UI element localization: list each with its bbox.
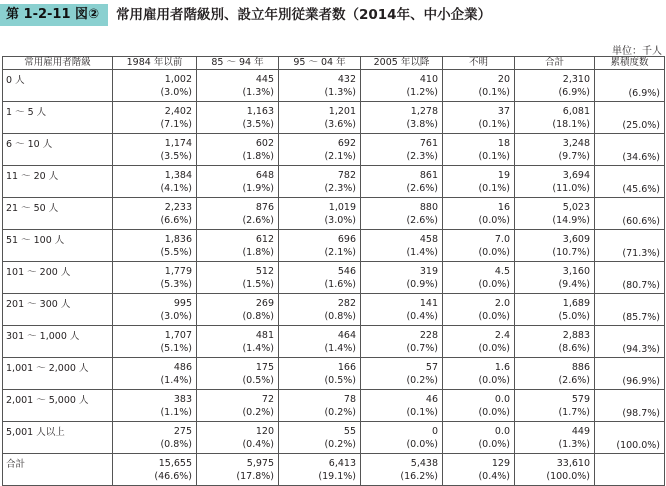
cell-value: 1,384 <box>164 169 192 181</box>
data-cell <box>443 454 515 486</box>
cell-value: 410 <box>419 73 438 85</box>
cell-percentage: (0.1%) <box>478 118 510 130</box>
cell-value: 648 <box>255 169 274 181</box>
data-cell <box>515 166 595 198</box>
figure-number-badge: 第 1-2-11 図② <box>0 4 108 26</box>
row-label: 11 ～ 20 人 <box>3 166 113 198</box>
column-header-95-04: 95 ～ 04 年 <box>279 57 361 70</box>
data-cell <box>113 262 197 294</box>
figure-header <box>0 0 666 30</box>
cell-percentage: (0.4%) <box>242 438 274 450</box>
cell-percentage: (0.7%) <box>406 342 438 354</box>
cell-percentage: (0.5%) <box>324 374 356 386</box>
cell-percentage: (2.6%) <box>406 182 438 194</box>
cell-percentage: (0.1%) <box>406 406 438 418</box>
cell-percentage: (0.1%) <box>478 150 510 162</box>
cell-value: 481 <box>255 329 274 341</box>
cell-value: 46 <box>425 393 438 405</box>
data-cell <box>515 262 595 294</box>
cell-percentage: (3.6%) <box>324 118 356 130</box>
cell-percentage: (2.6%) <box>406 214 438 226</box>
data-cell <box>113 294 197 326</box>
data-cell <box>361 198 443 230</box>
cumulative-cell: (100.0%) <box>595 422 665 454</box>
cell-value: 2.0 <box>494 297 510 309</box>
data-cell <box>113 326 197 358</box>
column-header-2005-later: 2005 年以降 <box>361 57 443 70</box>
data-cell <box>515 326 595 358</box>
cell-percentage: (2.1%) <box>324 246 356 258</box>
data-cell <box>197 422 279 454</box>
data-cell <box>113 166 197 198</box>
cell-percentage: (3.0%) <box>324 214 356 226</box>
data-cell <box>279 390 361 422</box>
cumulative-cell: (94.3%) <box>595 326 665 358</box>
cumulative-cell: (80.7%) <box>595 262 665 294</box>
data-cell <box>515 454 595 486</box>
cell-percentage: (0.2%) <box>324 406 356 418</box>
data-cell <box>443 198 515 230</box>
cell-percentage: (6.6%) <box>160 214 192 226</box>
cell-percentage: (1.6%) <box>324 278 356 290</box>
cell-value: 2,402 <box>164 105 192 117</box>
table-row <box>3 70 665 102</box>
data-cell <box>113 422 197 454</box>
cell-value: 120 <box>255 425 274 437</box>
cell-percentage: (5.1%) <box>160 342 192 354</box>
cell-percentage: (2.3%) <box>406 150 438 162</box>
row-label: 合計 <box>3 454 113 486</box>
cumulative-cell: (85.7%) <box>595 294 665 326</box>
cell-percentage: (7.1%) <box>160 118 192 130</box>
cell-percentage: (1.4%) <box>160 374 192 386</box>
cell-percentage: (1.4%) <box>406 246 438 258</box>
data-cell <box>361 358 443 390</box>
cell-percentage: (5.3%) <box>160 278 192 290</box>
cell-percentage: (0.8%) <box>324 310 356 322</box>
data-cell <box>361 390 443 422</box>
cell-value: 4.5 <box>494 265 510 277</box>
data-cell <box>515 390 595 422</box>
data-cell <box>279 454 361 486</box>
data-cell <box>279 262 361 294</box>
table-row <box>3 198 665 230</box>
cumulative-cell: (6.9%) <box>595 70 665 102</box>
data-cell <box>443 262 515 294</box>
data-cell <box>113 454 197 486</box>
row-label: 301 ～ 1,000 人 <box>3 326 113 358</box>
row-label: 1 ～ 5 人 <box>3 102 113 134</box>
cell-percentage: (0.0%) <box>478 374 510 386</box>
cell-value: 319 <box>419 265 438 277</box>
cell-value: 282 <box>337 297 356 309</box>
cell-value: 486 <box>173 361 192 373</box>
cell-value: 228 <box>419 329 438 341</box>
cell-percentage: (17.8%) <box>236 470 274 482</box>
table-row <box>3 262 665 294</box>
cell-percentage: (1.9%) <box>242 182 274 194</box>
cell-percentage: (1.5%) <box>242 278 274 290</box>
cell-percentage: (14.9%) <box>552 214 590 226</box>
cell-percentage: (0.2%) <box>242 406 274 418</box>
data-cell <box>197 230 279 262</box>
cell-percentage: (100.0%) <box>546 470 590 482</box>
data-cell <box>113 390 197 422</box>
cell-value: 861 <box>419 169 438 181</box>
cell-value: 19 <box>497 169 510 181</box>
data-cell <box>443 294 515 326</box>
cell-value: 1,836 <box>164 233 192 245</box>
cell-value: 3,248 <box>562 137 590 149</box>
row-label: 51 ～ 100 人 <box>3 230 113 262</box>
data-cell <box>515 422 595 454</box>
cell-percentage: (0.0%) <box>406 438 438 450</box>
cell-value: 0.0 <box>494 393 510 405</box>
cell-value: 1,002 <box>164 73 192 85</box>
cumulative-cell: (71.3%) <box>595 230 665 262</box>
cell-value: 78 <box>343 393 356 405</box>
cell-percentage: (18.1%) <box>552 118 590 130</box>
data-cell <box>279 422 361 454</box>
column-header-1984-or-earlier: 1984 年以前 <box>113 57 197 70</box>
cell-percentage: (0.0%) <box>478 214 510 226</box>
row-label: 2,001 ～ 5,000 人 <box>3 390 113 422</box>
cell-percentage: (3.0%) <box>160 86 192 98</box>
cell-value: 782 <box>337 169 356 181</box>
table-row <box>3 102 665 134</box>
cell-percentage: (9.7%) <box>558 150 590 162</box>
cell-value: 2,883 <box>562 329 590 341</box>
data-cell <box>197 262 279 294</box>
cell-percentage: (1.2%) <box>406 86 438 98</box>
cell-percentage: (0.4%) <box>406 310 438 322</box>
data-cell <box>197 198 279 230</box>
cell-value: 458 <box>419 233 438 245</box>
cell-value: 383 <box>173 393 192 405</box>
data-cell <box>361 230 443 262</box>
data-cell <box>197 166 279 198</box>
cumulative-cell: (45.6%) <box>595 166 665 198</box>
cumulative-cell: (96.9%) <box>595 358 665 390</box>
data-cell <box>361 70 443 102</box>
cell-percentage: (0.0%) <box>478 246 510 258</box>
cell-value: 7.0 <box>494 233 510 245</box>
data-cell <box>197 102 279 134</box>
cell-percentage: (0.2%) <box>324 438 356 450</box>
cell-percentage: (1.3%) <box>324 86 356 98</box>
data-cell <box>443 134 515 166</box>
cell-value: 33,610 <box>556 457 590 469</box>
table-row <box>3 294 665 326</box>
cell-percentage: (0.5%) <box>242 374 274 386</box>
cell-percentage: (19.1%) <box>318 470 356 482</box>
cell-percentage: (6.9%) <box>558 86 590 98</box>
data-cell <box>279 294 361 326</box>
cell-value: 1,163 <box>246 105 274 117</box>
cell-value: 761 <box>419 137 438 149</box>
cell-percentage: (0.0%) <box>478 438 510 450</box>
data-cell <box>279 70 361 102</box>
cell-value: 445 <box>255 73 274 85</box>
data-cell <box>443 70 515 102</box>
column-header-85-94: 85 ～ 94 年 <box>197 57 279 70</box>
data-cell <box>361 294 443 326</box>
table-row <box>3 422 665 454</box>
column-header-total: 合計 <box>515 57 595 70</box>
cell-value: 18 <box>497 137 510 149</box>
cell-percentage: (0.1%) <box>478 86 510 98</box>
row-label: 21 ～ 50 人 <box>3 198 113 230</box>
cell-percentage: (8.6%) <box>558 342 590 354</box>
data-cell <box>361 134 443 166</box>
data-cell <box>515 134 595 166</box>
data-cell <box>113 102 197 134</box>
data-cell <box>279 166 361 198</box>
cell-value: 692 <box>337 137 356 149</box>
data-cell <box>197 390 279 422</box>
data-cell <box>515 102 595 134</box>
cell-value: 2,233 <box>164 201 192 213</box>
data-cell <box>515 294 595 326</box>
cell-percentage: (11.0%) <box>552 182 590 194</box>
data-cell <box>443 422 515 454</box>
cell-value: 129 <box>491 457 510 469</box>
data-cell <box>361 454 443 486</box>
cell-percentage: (0.4%) <box>478 470 510 482</box>
data-cell <box>113 134 197 166</box>
cell-percentage: (1.3%) <box>242 86 274 98</box>
data-cell <box>279 134 361 166</box>
data-cell <box>515 230 595 262</box>
cumulative-cell <box>595 454 665 486</box>
cell-value: 612 <box>255 233 274 245</box>
data-cell <box>197 70 279 102</box>
data-cell <box>279 102 361 134</box>
data-cell <box>197 134 279 166</box>
data-cell <box>113 230 197 262</box>
figure-title: 常用雇用者階級別、設立年別従業者数（2014年、中小企業） <box>116 7 492 23</box>
cell-value: 886 <box>571 361 590 373</box>
cell-value: 2,310 <box>562 73 590 85</box>
cell-percentage: (3.5%) <box>242 118 274 130</box>
data-cell <box>443 326 515 358</box>
cell-value: 6,413 <box>328 457 356 469</box>
data-cell <box>197 358 279 390</box>
data-cell <box>279 230 361 262</box>
row-label: 5,001 人以上 <box>3 422 113 454</box>
cell-percentage: (0.0%) <box>478 406 510 418</box>
cell-value: 6,081 <box>562 105 590 117</box>
cell-value: 876 <box>255 201 274 213</box>
row-label: 6 ～ 10 人 <box>3 134 113 166</box>
row-label: 101 ～ 200 人 <box>3 262 113 294</box>
cell-percentage: (1.7%) <box>558 406 590 418</box>
cell-value: 602 <box>255 137 274 149</box>
cell-percentage: (1.3%) <box>558 438 590 450</box>
cell-value: 3,694 <box>562 169 590 181</box>
cell-value: 696 <box>337 233 356 245</box>
cell-value: 512 <box>255 265 274 277</box>
table-row <box>3 326 665 358</box>
cell-percentage: (9.4%) <box>558 278 590 290</box>
data-cell <box>443 166 515 198</box>
data-cell <box>361 262 443 294</box>
table-body <box>3 70 665 486</box>
table-row <box>3 358 665 390</box>
cell-value: 1,779 <box>164 265 192 277</box>
cell-percentage: (0.0%) <box>478 342 510 354</box>
cell-value: 432 <box>337 73 356 85</box>
cell-value: 1,174 <box>164 137 192 149</box>
cell-percentage: (1.4%) <box>242 342 274 354</box>
cell-percentage: (0.1%) <box>478 182 510 194</box>
cell-percentage: (2.6%) <box>242 214 274 226</box>
cell-value: 1.6 <box>494 361 510 373</box>
data-cell <box>279 198 361 230</box>
cell-percentage: (16.2%) <box>400 470 438 482</box>
table-row <box>3 390 665 422</box>
cell-percentage: (0.8%) <box>160 438 192 450</box>
cell-value: 464 <box>337 329 356 341</box>
cell-percentage: (3.5%) <box>160 150 192 162</box>
cell-value: 1,278 <box>410 105 438 117</box>
data-cell <box>279 326 361 358</box>
data-cell <box>443 358 515 390</box>
data-cell <box>361 326 443 358</box>
cell-value: 449 <box>571 425 590 437</box>
cumulative-cell: (60.6%) <box>595 198 665 230</box>
cumulative-cell: (34.6%) <box>595 134 665 166</box>
cell-value: 5,975 <box>246 457 274 469</box>
table-row <box>3 166 665 198</box>
data-cell <box>515 198 595 230</box>
data-cell <box>443 102 515 134</box>
cell-percentage: (0.0%) <box>478 278 510 290</box>
data-cell <box>361 166 443 198</box>
cell-percentage: (2.3%) <box>324 182 356 194</box>
unit-label: 単位：千人 <box>612 46 662 57</box>
table-row <box>3 230 665 262</box>
data-cell <box>361 102 443 134</box>
cell-value: 2.4 <box>494 329 510 341</box>
cell-value: 175 <box>255 361 274 373</box>
table-row <box>3 454 665 486</box>
data-table <box>2 56 665 486</box>
cell-percentage: (0.9%) <box>406 278 438 290</box>
data-cell <box>113 358 197 390</box>
cell-value: 1,707 <box>164 329 192 341</box>
data-cell <box>443 390 515 422</box>
cell-percentage: (3.8%) <box>406 118 438 130</box>
cell-value: 55 <box>343 425 356 437</box>
cell-value: 15,655 <box>158 457 192 469</box>
data-cell <box>515 70 595 102</box>
row-label: 201 ～ 300 人 <box>3 294 113 326</box>
cell-value: 16 <box>497 201 510 213</box>
cell-value: 579 <box>571 393 590 405</box>
data-cell <box>197 294 279 326</box>
cell-percentage: (46.6%) <box>154 470 192 482</box>
column-header-size-class: 常用雇用者階級 <box>3 57 113 70</box>
cumulative-cell: (98.7%) <box>595 390 665 422</box>
cell-value: 166 <box>337 361 356 373</box>
cell-percentage: (3.0%) <box>160 310 192 322</box>
cell-value: 0.0 <box>494 425 510 437</box>
cell-percentage: (4.1%) <box>160 182 192 194</box>
cell-value: 5,438 <box>410 457 438 469</box>
cell-value: 1,019 <box>328 201 356 213</box>
cell-value: 3,609 <box>562 233 590 245</box>
row-label: 0 人 <box>3 70 113 102</box>
cell-value: 3,160 <box>562 265 590 277</box>
table-row <box>3 134 665 166</box>
cell-value: 37 <box>497 105 510 117</box>
cell-value: 20 <box>497 73 510 85</box>
cell-value: 1,201 <box>328 105 356 117</box>
data-cell <box>361 422 443 454</box>
cell-percentage: (1.4%) <box>324 342 356 354</box>
cell-percentage: (10.7%) <box>552 246 590 258</box>
cell-value: 5,023 <box>562 201 590 213</box>
cell-percentage: (5.0%) <box>558 310 590 322</box>
header-row <box>3 57 665 70</box>
cell-value: 57 <box>425 361 438 373</box>
data-cell <box>515 358 595 390</box>
cell-value: 269 <box>255 297 274 309</box>
cell-percentage: (1.8%) <box>242 246 274 258</box>
cell-percentage: (5.5%) <box>160 246 192 258</box>
cell-percentage: (0.2%) <box>406 374 438 386</box>
data-cell <box>443 230 515 262</box>
cell-percentage: (0.8%) <box>242 310 274 322</box>
cell-percentage: (2.1%) <box>324 150 356 162</box>
data-cell <box>279 358 361 390</box>
data-cell <box>113 70 197 102</box>
cell-value: 995 <box>173 297 192 309</box>
cell-value: 0 <box>431 425 438 437</box>
data-cell <box>197 454 279 486</box>
cell-value: 880 <box>419 201 438 213</box>
cell-percentage: (1.8%) <box>242 150 274 162</box>
cell-percentage: (1.1%) <box>160 406 192 418</box>
cell-value: 275 <box>173 425 192 437</box>
cell-percentage: (0.0%) <box>478 310 510 322</box>
data-cell <box>197 326 279 358</box>
column-header-unknown: 不明 <box>443 57 515 70</box>
cell-percentage: (2.6%) <box>558 374 590 386</box>
cell-value: 72 <box>261 393 274 405</box>
row-label: 1,001 ～ 2,000 人 <box>3 358 113 390</box>
column-header-cumulative: 累積度数 <box>595 57 665 70</box>
cumulative-cell: (25.0%) <box>595 102 665 134</box>
cell-value: 546 <box>337 265 356 277</box>
cell-value: 141 <box>419 297 438 309</box>
data-cell <box>113 198 197 230</box>
cell-value: 1,689 <box>562 297 590 309</box>
